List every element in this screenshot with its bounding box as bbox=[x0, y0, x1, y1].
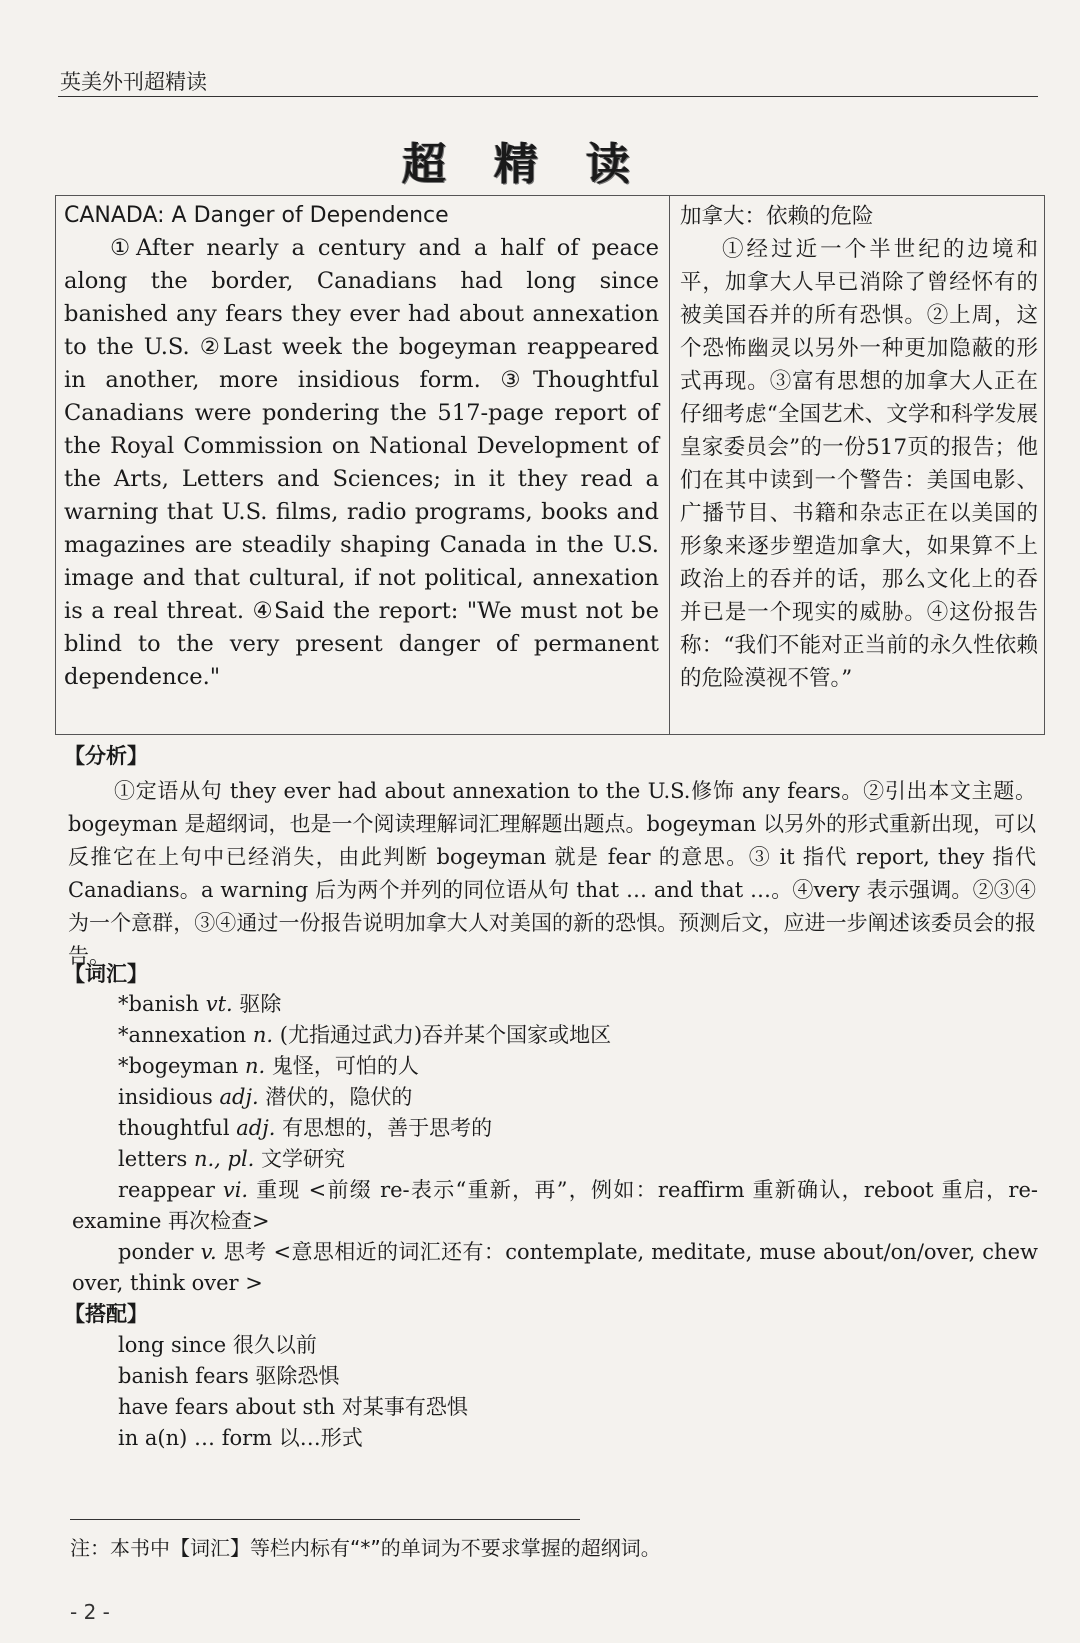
collocations-list bbox=[72, 1330, 1038, 1454]
vocab-item: letters n., pl. 文学研究 bbox=[118, 1147, 346, 1171]
page-number: - 2 - bbox=[70, 1600, 110, 1624]
vocab-item: *banish vt. 驱除 bbox=[118, 992, 282, 1016]
analysis-heading: 【分析】 bbox=[64, 744, 148, 768]
chinese-passage: ①经过近一个半世纪的边境和平，加拿大人早已消除了曾经怀有的被美国吞并的所有恐惧。②上周，这个恐怖幽灵以另外一种更加隐蔽的形式再现。③富有思想的加拿大人正在仔细考虑“全国艺术、文学和科学发展皇家委员会”的一份517页的报告；他们在其中读到一个警告：美国电影、广播节目、书籍和杂志正在以美国的形象来逐步塑造加拿大，如果算不上政治上的吞并的话，那么文化上的吞并已是一个现实的威胁。④这份报告称：“我们不能对正当前的永久性依赖的危险漠视不管。” bbox=[680, 237, 1038, 691]
analysis-paragraph: ①定语从句 they ever had about annexation to the U.S.修饰 any fears。②引出本文主题。bogeyman 是超纲词，也是一个阅读理解词汇理解题出题点。bogeyman 以另外的形式重新出现，可以反推它在上句中已经消失，由此判断 bogeyman 就是 fear 的意思。③ it 指代 report, they 指代 Canadians。a warning 后为两个并列的同位语从句 that … and that …。④very 表示强调。②③④为一个意群，③④通过一份报告说明加拿大人对美国的新的恐惧。预测后文，应进一步阐述该委员会的报告。 bbox=[68, 779, 1036, 968]
english-title: CANADA: A Danger of Dependence bbox=[64, 203, 449, 228]
english-passage: ①After nearly a century and a half of peace along the border, Canadians had long since banished any fears they ever had about annexation to the U.S. ②Last week the bogeyman reappeared in another, more insidious form. ③Thoughtful Canadians were pondering the 517-page report of the Royal Commission on National Development of the Arts, Letters and Sciences; in it they read a warning that U.S. films, radio programs, books and magazines are steadily shaping Canada in the U.S. image and that cultural, if not political, annexation is a real threat. ④Said the report: "We must not be blind to the very present danger of permanent dependence." bbox=[64, 235, 659, 690]
collocations-heading: 【搭配】 bbox=[64, 1302, 148, 1326]
analysis-text bbox=[68, 775, 1036, 973]
chinese-title: 加拿大：依赖的危险 bbox=[680, 204, 874, 229]
collocation-item: in a(n) … form 以…形式 bbox=[118, 1426, 363, 1450]
passage-box bbox=[55, 195, 1045, 735]
vocab-item: *annexation n. (尤指通过武力)吞并某个国家或地区 bbox=[118, 1023, 612, 1047]
vocab-item: thoughtful adj. 有思想的，善于思考的 bbox=[118, 1116, 493, 1140]
collocation-item: have fears about sth 对某事有恐惧 bbox=[118, 1395, 468, 1419]
collocation-item: banish fears 驱除恐惧 bbox=[118, 1364, 340, 1388]
vocab-item: *bogeyman n. 鬼怪，可怕的人 bbox=[118, 1054, 419, 1078]
chinese-column bbox=[680, 200, 1038, 695]
column-divider bbox=[669, 196, 670, 734]
vocabulary-list bbox=[72, 989, 1038, 1299]
header-rule bbox=[58, 96, 1038, 97]
footnote-rule bbox=[70, 1519, 580, 1520]
collocation-item: long since 很久以前 bbox=[118, 1333, 317, 1357]
vocabulary-heading: 【词汇】 bbox=[64, 962, 148, 986]
running-head: 英美外刊超精读 bbox=[60, 70, 207, 94]
vocab-item: ponder v. 思考 <意思相近的词汇还有：contemplate, meditate, muse about/on/over, chew over, think over > bbox=[72, 1240, 1038, 1295]
vocab-item: insidious adj. 潜伏的，隐伏的 bbox=[118, 1085, 413, 1109]
vocab-item: reappear vi. 重现 <前缀 re-表示“重新，再”，例如：reaffirm 重新确认，reboot 重启，re-examine 再次检查> bbox=[72, 1178, 1038, 1233]
footnote: 注：本书中【词汇】等栏内标有“*”的单词为不要求掌握的超纲词。 bbox=[70, 1536, 661, 1560]
english-column bbox=[64, 200, 659, 694]
section-title: 超精读 bbox=[402, 139, 678, 190]
